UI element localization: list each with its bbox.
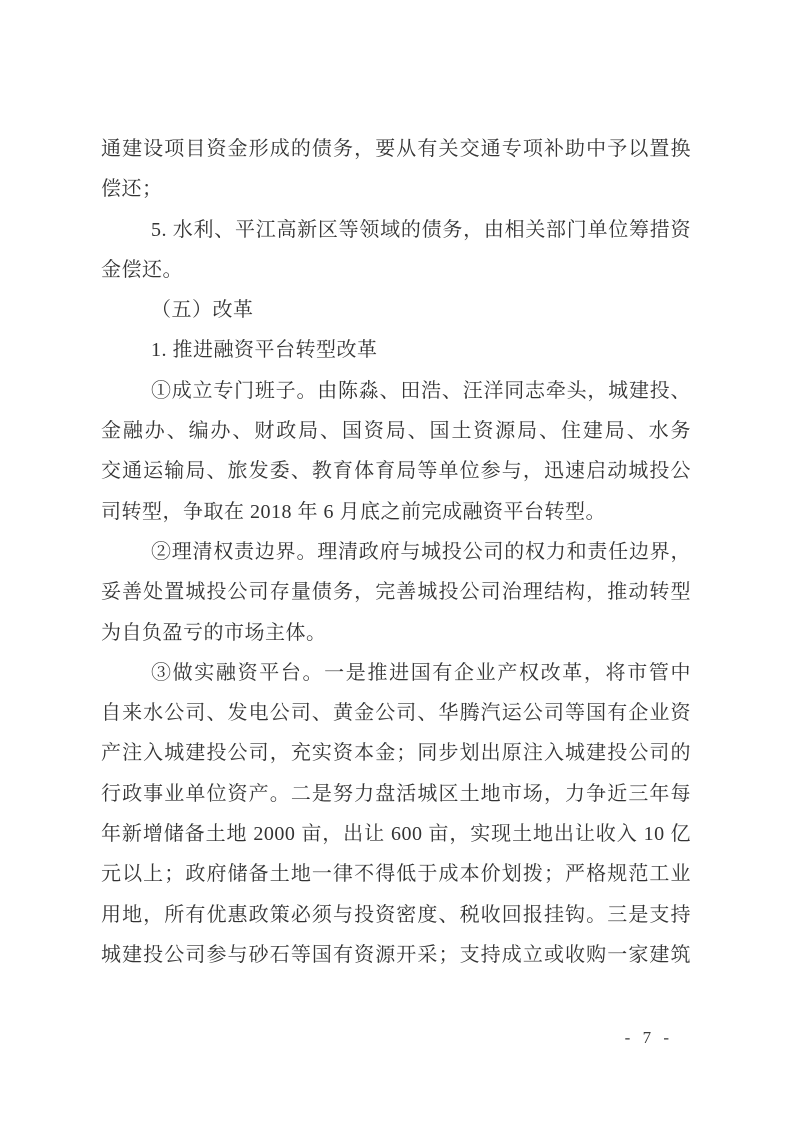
text-line: 元以上；政府储备土地一律不得低于成本价划拨；严格规范工业 [101, 863, 691, 886]
text-line: 交通运输局、旅发委、教育体育局等单位参与，迅速启动城投公 [101, 460, 691, 483]
text-line: 金融办、编办、财政局、国资局、国土资源局、住建局、水务 [101, 420, 691, 443]
text-line: （五）改革 [151, 299, 254, 322]
text-line: 1. 推进融资平台转型改革 [151, 339, 378, 362]
text-line: 5. 水利、平江高新区等领域的债务，由相关部门单位筹措资 [151, 218, 691, 241]
text-line: ②理清权责边界。理清政府与城投公司的权力和责任边界， [151, 540, 691, 563]
text-line: 偿还； [101, 178, 163, 201]
text-line: 用地，所有优惠政策必须与投资密度、税收回报挂钩。三是支持 [101, 903, 691, 926]
text-line: 通建设项目资金形成的债务，要从有关交通专项补助中予以置换 [101, 138, 691, 160]
text-line: 年新增储备土地 2000 亩，出让 600 亩，实现土地出让收入 10 亿 [101, 823, 691, 846]
text-line: 自来水公司、发电公司、黄金公司、华腾汽运公司等国有企业资 [101, 702, 691, 725]
document-body [101, 129, 691, 975]
text-line: 为自负盈亏的市场主体。 [101, 621, 327, 644]
text-line: ①成立专门班子。由陈淼、田浩、汪洋同志牵头，城建投、 [151, 379, 691, 402]
text-line: 妥善处置城投公司存量债务，完善城投公司治理结构，推动转型 [101, 581, 691, 604]
page-number: - 7 - [624, 1028, 673, 1047]
text-line: 金偿还。 [101, 258, 183, 281]
text-line: 司转型，争取在 2018 年 6 月底之前完成融资平台转型。 [101, 500, 606, 523]
text-line: ③做实融资平台。一是推进国有企业产权改革，将市管中 [151, 661, 691, 684]
text-line: 城建投公司参与砂石等国有资源开采；支持成立或收购一家建筑 [101, 943, 691, 966]
text-line: 行政事业单位资产。二是努力盘活城区土地市场，力争近三年每 [101, 782, 691, 805]
text-line: 产注入城建投公司，充实资本金；同步划出原注入城建投公司的 [101, 742, 691, 765]
